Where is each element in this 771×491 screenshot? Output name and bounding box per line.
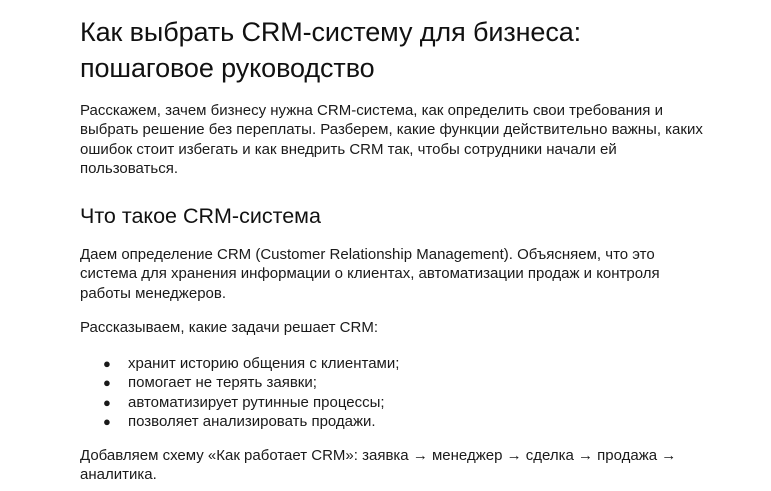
section-heading: Что такое CRM-система [80, 204, 321, 228]
list-item-text: автоматизирует рутинные процессы; [128, 393, 385, 411]
tasks-list [80, 354, 399, 431]
page-title-line-1: Как выбрать CRM-систему для бизнеса: [80, 17, 582, 47]
page-title-line-2: пошаговое руководство [80, 53, 375, 83]
definition-paragraph: Даем определение CRM (Customer Relationship Management). Объясняем, что это система для хранения информации о клиентах, автоматизации продаж и контроля работы менеджеров. [80, 246, 660, 302]
tasks-intro-paragraph: Рассказываем, какие задачи решает CRM: [80, 319, 379, 336]
list-item-text: помогает не терять заявки; [128, 374, 317, 392]
bullet-icon: ● [103, 356, 111, 371]
intro-paragraph: Расскажем, зачем бизнесу нужна CRM-система, как определить свои требования и выбрать решение без переплаты. Разберем, какие функции действительно важны, каких ошибок стоит избегать и как внедрить CRM так, чтобы сотрудники начали ей пользоваться. [80, 102, 703, 177]
list-item [80, 373, 399, 392]
list-item [80, 393, 399, 412]
bullet-icon: ● [103, 394, 111, 410]
list-item-text: хранит историю общения с клиентами; [128, 355, 400, 372]
schema-paragraph: Добавляем схему «Как работает CRM»: заявка → менеджер → сделка → продажа → аналитика. [80, 447, 677, 484]
page-title [80, 14, 720, 86]
bullet-icon: ● [103, 413, 111, 429]
list-item-text: позволяет анализировать продажи. [128, 412, 376, 430]
list-item [80, 412, 399, 431]
bullet-icon: ● [103, 375, 111, 391]
list-item [80, 354, 399, 373]
